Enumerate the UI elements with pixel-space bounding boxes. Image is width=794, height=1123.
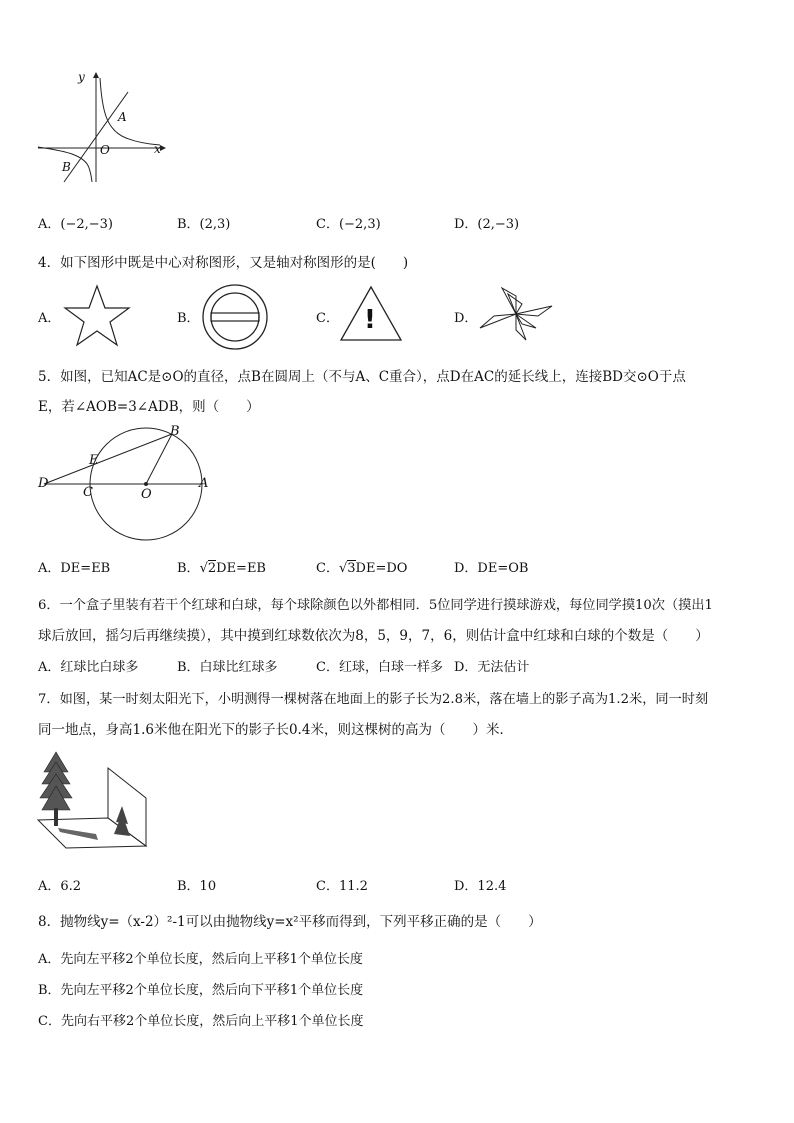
- q5-point-c: C: [83, 485, 93, 500]
- q3-axis-y: y: [78, 70, 85, 84]
- q3-point-b: B: [62, 160, 71, 174]
- q8-option-b: B．先向左平移2个单位长度，然后向下平移1个单位长度: [38, 983, 364, 998]
- q7-option-d: D．12.4: [454, 879, 507, 894]
- q8-option-c: C．先向右平移2个单位长度，然后向上平移1个单位长度: [38, 1014, 364, 1029]
- pinwheel-shape: [476, 284, 556, 344]
- q5-option-c: [316, 557, 407, 576]
- q4-label-a: A．: [38, 311, 61, 326]
- q5-point-e: E: [89, 453, 99, 468]
- q6-option-a: A．红球比白球多: [38, 660, 139, 675]
- q3-graph: [36, 70, 166, 185]
- q8-stem: 8．抛物线y=（x-2）²-1可以由抛物线y=x²平移而得到，下列平移正确的是（ ）: [38, 914, 542, 930]
- q4-label-d: D．: [454, 311, 478, 326]
- q7-tree-shadow-figure: [36, 748, 156, 858]
- q5-option-b-label: B．: [177, 561, 200, 576]
- q5-option-b-rest: DE=EB: [216, 561, 266, 576]
- q7-option-a: A．6.2: [38, 879, 82, 894]
- q5-point-a: A: [199, 476, 209, 491]
- q8-option-a: A．先向左平移2个单位长度，然后向上平移1个单位长度: [38, 952, 363, 967]
- q5-option-b: [177, 557, 266, 576]
- q5-option-b-radicand: 2: [207, 561, 217, 576]
- q7-stem-line2: 同一地点，身高1.6米他在阳光下的影子长0.4米，则这棵树的高为（ ）米．: [38, 722, 513, 738]
- q3-origin: O: [100, 143, 110, 157]
- q4-label-c: C．: [316, 311, 339, 326]
- q5-stem-line2: E，若∠AOB=3∠ADB，则（ ）: [38, 399, 260, 415]
- q5-option-d: D．DE=OB: [454, 561, 529, 576]
- q5-point-b: B: [170, 424, 180, 439]
- q3-axis-x: x: [154, 142, 161, 156]
- warning-mark: !: [364, 305, 376, 335]
- sqrt-symbol: √: [199, 561, 208, 576]
- q6-option-d: D．无法估计: [454, 660, 530, 675]
- q5-option-c-label: C．: [316, 561, 339, 576]
- q6-option-b: B．白球比红球多: [177, 660, 278, 675]
- q5-circle-figure: [36, 424, 211, 539]
- q6-stem-line2: 球后放回，摇匀后再继续摸），其中摸到红球数依次为8，5，9，7，6，则估计盒中红球和白球的个数是（ ）: [38, 628, 709, 644]
- q6-option-c: C．红球，白球一样多: [316, 660, 443, 675]
- q3-option-d: D．(2,−3): [454, 217, 520, 232]
- q7-option-c: C．11.2: [316, 879, 368, 894]
- q5-option-c-rest: DE=DO: [355, 561, 408, 576]
- q4-label-b: B．: [177, 311, 200, 326]
- q4-stem: 4．如下图形中既是中心对称图形，又是轴对称图形的是( ): [38, 255, 409, 271]
- q5-point-o: O: [141, 487, 152, 502]
- q5-point-d: D: [38, 476, 49, 491]
- star-shape: [62, 284, 132, 348]
- sqrt-symbol: √: [338, 561, 348, 576]
- q5-option-c-radicand: 3: [347, 561, 356, 576]
- q3-point-a: A: [118, 110, 127, 124]
- q5-option-a: A．DE=EB: [38, 561, 111, 576]
- q3-option-a: A．(−2,−3): [38, 217, 113, 232]
- q3-option-c: C．(−2,3): [316, 217, 381, 232]
- q3-option-b: B．(2,3): [177, 217, 231, 232]
- circle-with-bar-shape: [200, 282, 270, 352]
- q7-option-b: B．10: [177, 879, 217, 894]
- q6-stem-line1: 6．一个盒子里装有若干个红球和白球，每个球除颜色以外都相同．5位同学进行摸球游戏，每位同学摸10次（摸出1: [38, 598, 713, 613]
- q7-stem-line1: 7．如图，某一时刻太阳光下，小明测得一棵树落在地面上的影子长为2.8米，落在墙上的影子高为1.2米，同一时刻: [38, 692, 709, 707]
- q5-stem-line1: 5．如图，已知AC是⊙O的直径，点B在圆周上（不与A、C重合），点D在AC的延长线上，连接BD交⊙O于点: [38, 369, 686, 385]
